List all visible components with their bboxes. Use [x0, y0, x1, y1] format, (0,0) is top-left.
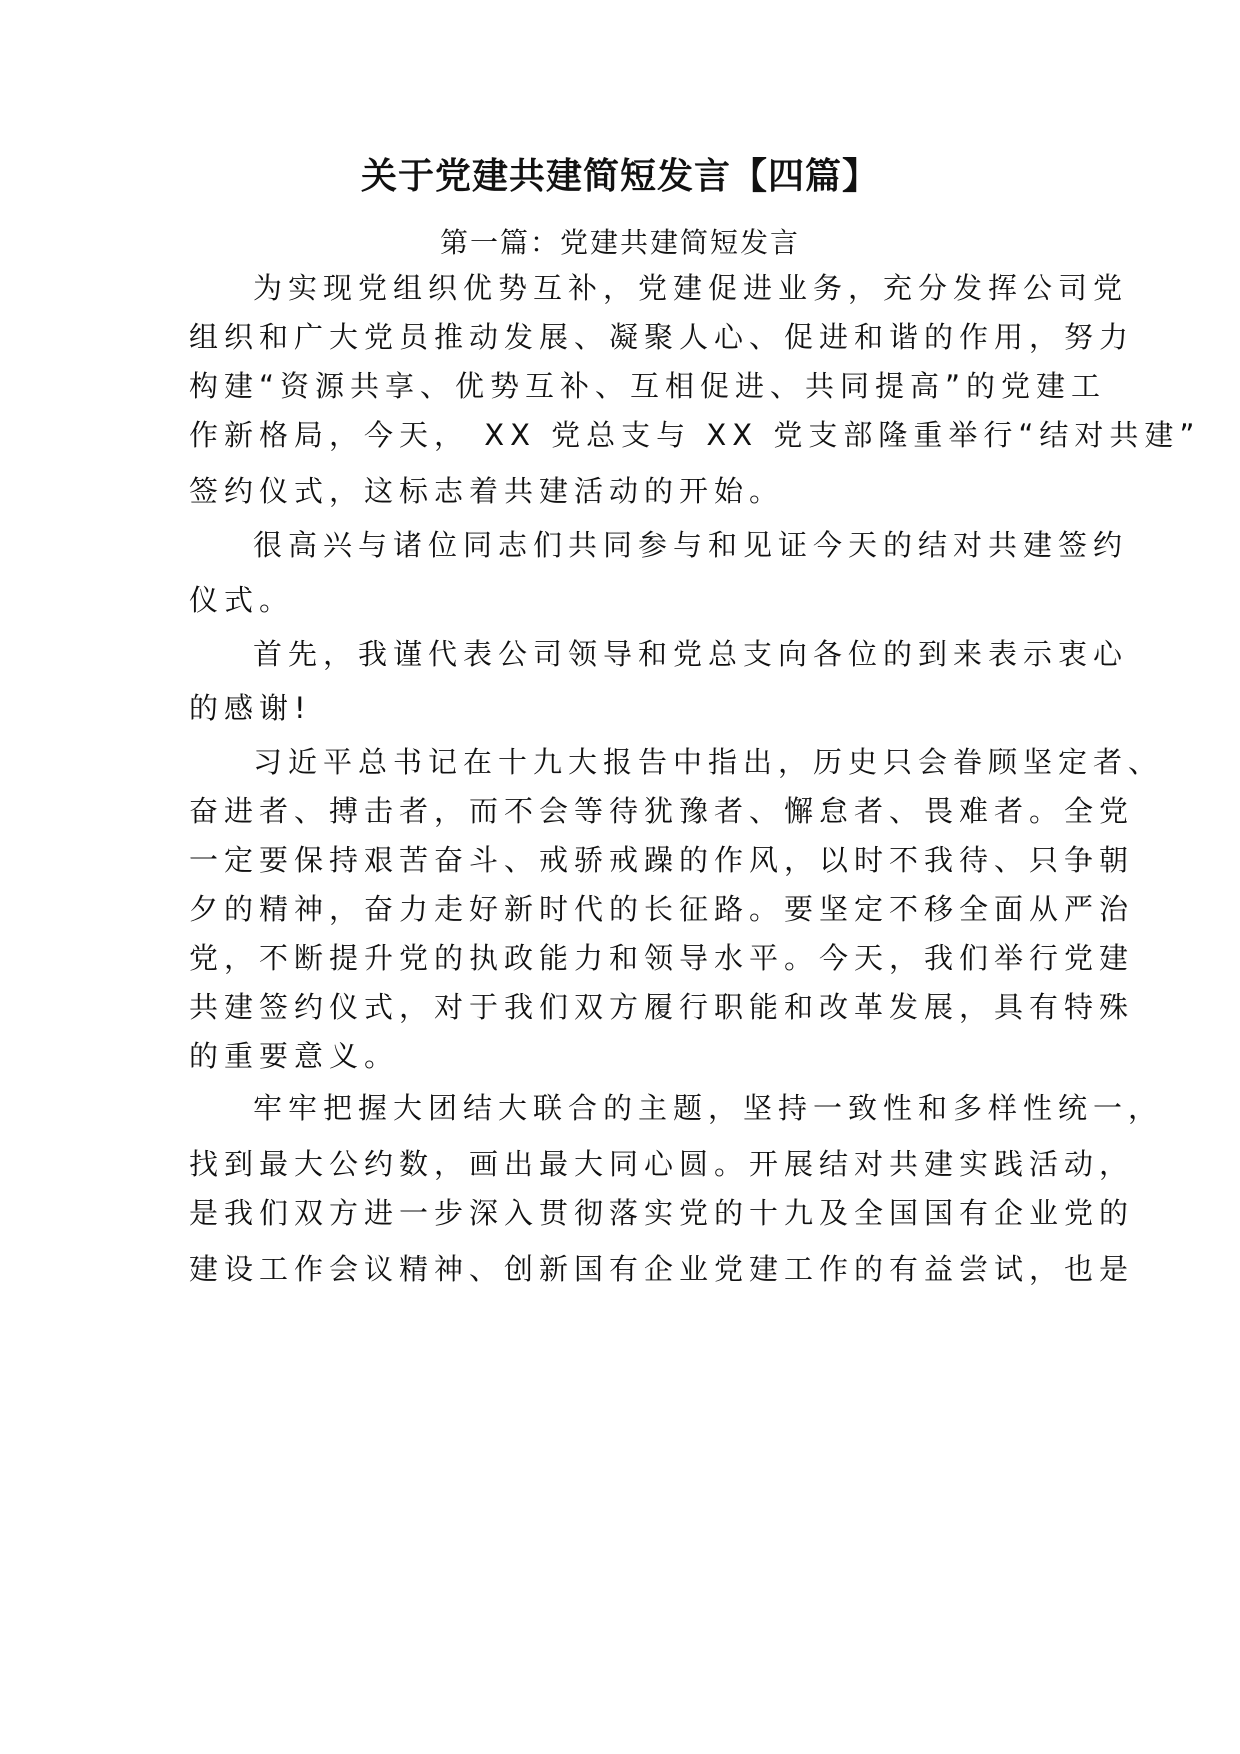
paragraph-line: 是我们双方进一步深入贯彻落实党的十九及全国国有企业党的: [189, 1196, 1135, 1230]
paragraph-line: 奋进者、搏击者，而不会等待犹豫者、懈怠者、畏难者。全党: [189, 794, 1135, 828]
paragraph-line: 为实现党组织优势互补，党建促进业务，充分发挥公司党: [253, 271, 1129, 305]
document-title: 关于党建共建简短发言【四篇】: [360, 155, 879, 197]
paragraph-line: 的重要意义。: [189, 1039, 400, 1073]
paragraph-line: 党，不断提升党的执政能力和领导水平。今天，我们举行党建: [189, 941, 1135, 975]
paragraph-line: 首先，我谨代表公司领导和党总支向各位的到来表示衷心: [253, 637, 1129, 671]
paragraph-line: 找到最大公约数，画出最大同心圆。开展结对共建实践活动，: [189, 1147, 1135, 1181]
paragraph-line: 习近平总书记在十九大报告中指出，历史只会眷顾坚定者、: [253, 745, 1164, 779]
paragraph-line: 共建签约仪式，对于我们双方履行职能和改革发展，具有特殊: [189, 990, 1135, 1024]
paragraph-line: 仪式。: [189, 583, 295, 617]
paragraph-line: 构建“资源共享、优势互补、互相促进、共同提高”的党建工: [189, 369, 1107, 403]
paragraph-line: 签约仪式，这标志着共建活动的开始。: [189, 474, 785, 508]
paragraph-line: 一定要保持艰苦奋斗、戒骄戒躁的作风，以时不我待、只争朝: [189, 843, 1135, 877]
paragraph-line: 组织和广大党员推动发展、凝聚人心、促进和谐的作用，努力: [189, 320, 1135, 354]
paragraph-line: 的感谢!: [189, 691, 312, 725]
paragraph-line: 建设工作会议精神、创新国有企业党建工作的有益尝试，也是: [189, 1252, 1135, 1286]
paragraph-line: 作新格局，今天， XX 党总支与 XX 党支部隆重举行“结对共建”: [189, 418, 1201, 452]
paragraph-line: 很高兴与诸位同志们共同参与和见证今天的结对共建签约: [253, 528, 1129, 562]
paragraph-line: 牢牢把握大团结大联合的主题，坚持一致性和多样性统一，: [253, 1091, 1164, 1125]
section-heading: 第一篇：党建共建简短发言: [439, 226, 800, 259]
paragraph-line: 夕的精神，奋力走好新时代的长征路。要坚定不移全面从严治: [189, 892, 1135, 926]
